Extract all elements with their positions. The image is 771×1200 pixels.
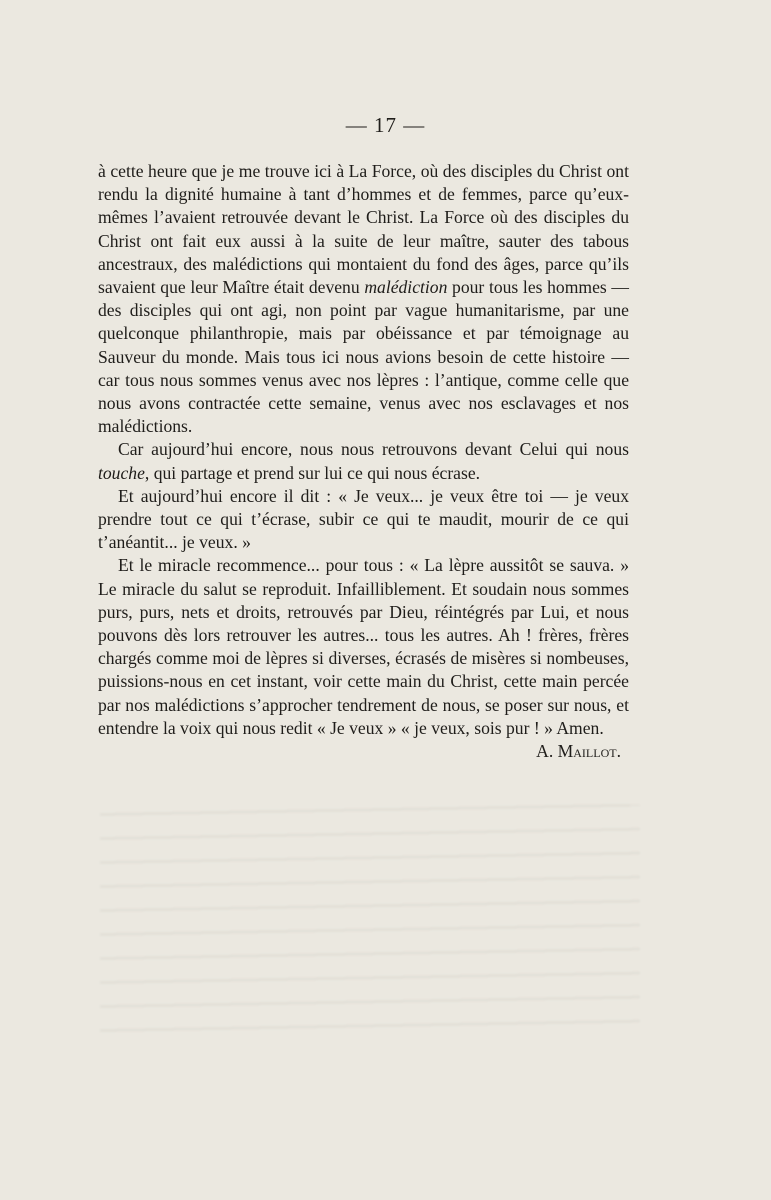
body-text bbox=[98, 160, 629, 763]
text-run: à cette heure que je me trouve ici à La Force, où des disciples du Christ ont rendu la dignité humaine à tant d’hommes et de femmes, parce qu’eux-mêmes l’avaient retrouvée devant le Christ. La Force où des disciples du Christ ont fait eux aussi à la suite de leur maître, sauter des tabous ancestraux, des malédictions qui montaient du fond des âges, parce qu’ils savaient que leur Maître était devenu bbox=[98, 161, 629, 298]
paragraph bbox=[98, 554, 629, 740]
paragraph-list bbox=[98, 160, 629, 740]
italic-run: touche bbox=[98, 462, 145, 483]
signature-name: Maillot. bbox=[557, 741, 621, 762]
text-run: Car aujourd’hui encore, nous nous retrouvons devant Celui qui nous bbox=[118, 439, 629, 460]
text-run: pour tous les hommes — des disciples qui ont agi, non point par vague humanitarisme, par une quelconque philanthropie, mais par obéissance et par témoignage au Sauveur du monde. Mais tous ici nous avions besoin de cette histoire — car tous nous sommes venus avec nos lèpres : l’antique, comme celle que nous avons contractée cette semaine, venus avec nos esclavages et nos malédictions. bbox=[98, 277, 629, 437]
signature-initial: A. bbox=[536, 741, 554, 762]
italic-run: malédiction bbox=[364, 277, 448, 298]
paragraph bbox=[98, 485, 629, 555]
paragraph bbox=[98, 160, 629, 438]
signature bbox=[98, 740, 629, 763]
text-run: , qui partage et prend sur lui ce qui nous écrase. bbox=[144, 462, 481, 483]
page-number: — 17 — bbox=[345, 113, 426, 137]
text-run: Et le miracle recommence... pour tous : « La lèpre aussitôt se sauva. » Le miracle du salut se reproduit. Infailliblement. Et soudain nous sommes purs, purs, nets et droits, retrouvés par Dieu, réintégrés par Lui, et nous pouvons dès lors retrouver les autres... tous les autres. Ah ! frères, frères chargés comme moi de lèpres si diverses, écrasés de misères si nombeuses, puissions-nous en cet instant, voir cette main du Christ, cette main percée par nos malédictions s’approcher tendrement de nous, se poser sur nous, et entendre la voix qui nous redit « Je veux » « je veux, sois pur ! » Amen. bbox=[98, 555, 629, 738]
show-through-text bbox=[100, 805, 640, 1035]
paragraph bbox=[98, 438, 629, 484]
text-run: Et aujourd’hui encore il dit : « Je veux... je veux être toi — je veux prendre tout ce qui t’écrase, subir ce qui te maudit, mourir de ce qui t’anéantit... je veux. » bbox=[98, 485, 629, 553]
